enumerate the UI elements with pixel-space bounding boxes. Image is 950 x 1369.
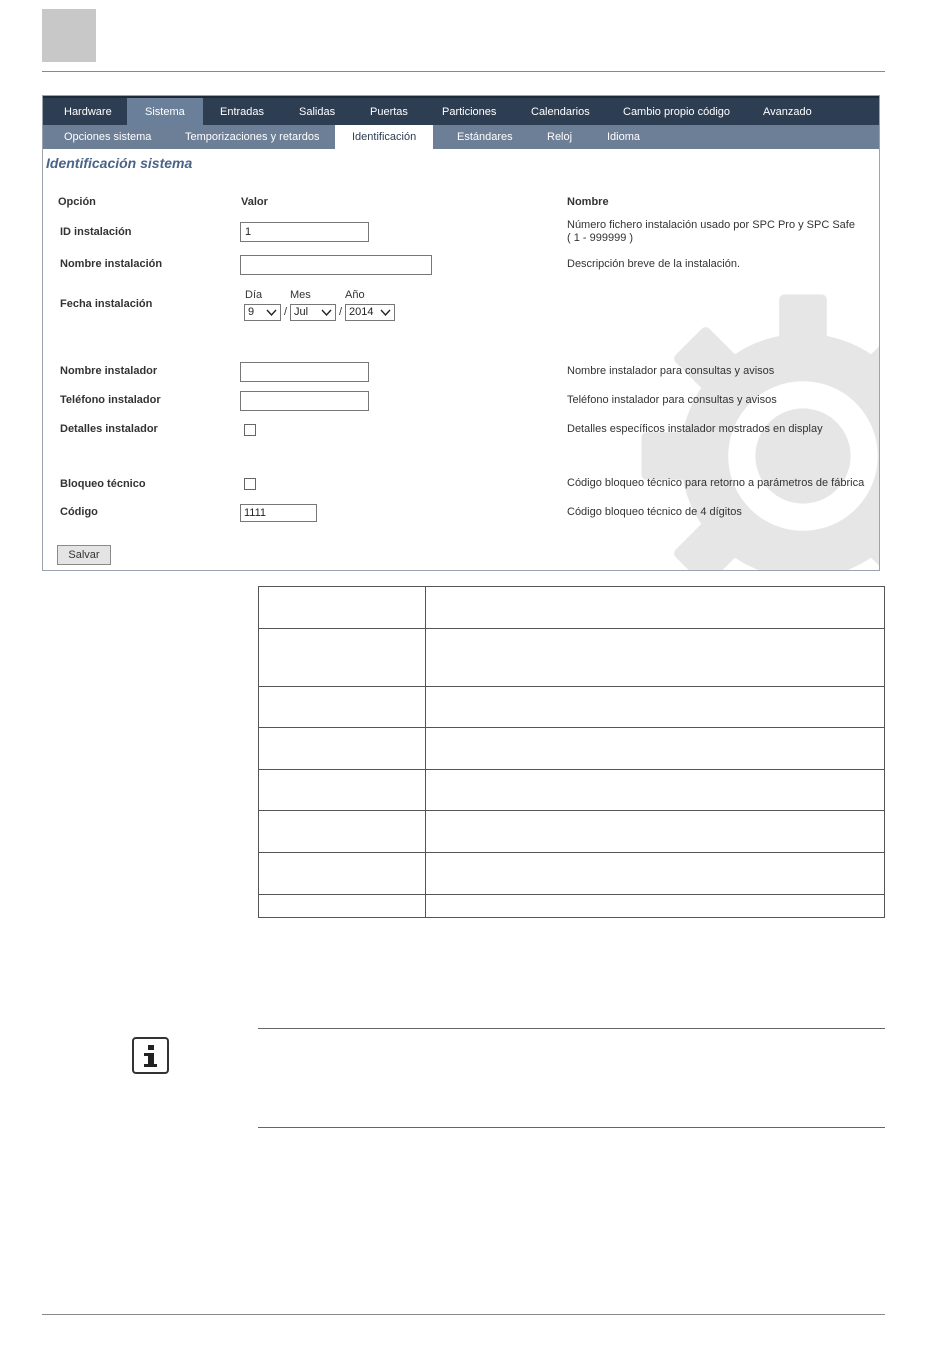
desc-id-instalacion-2: ( 1 - 999999 ) bbox=[567, 232, 634, 244]
month-select[interactable] bbox=[290, 304, 336, 321]
label-ano: Año bbox=[345, 289, 365, 301]
web-config-panel bbox=[42, 95, 880, 571]
desc-detalles-instalador: Detalles específicos instalador mostrados en display bbox=[567, 423, 823, 435]
label-codigo: Código bbox=[60, 506, 98, 518]
year-select-value: 2014 bbox=[349, 306, 374, 318]
table-row-divider bbox=[259, 894, 884, 895]
id-instalacion-input[interactable]: 1 bbox=[240, 222, 369, 242]
footer-rule bbox=[42, 1314, 885, 1315]
nombre-instalador-input[interactable] bbox=[240, 362, 369, 382]
column-header-name: Nombre bbox=[567, 196, 609, 208]
column-header-option: Opción bbox=[58, 196, 96, 208]
main-tab-bar bbox=[43, 96, 879, 125]
tab-reloj[interactable]: Reloj bbox=[547, 131, 573, 143]
label-id-instalacion: ID instalación bbox=[60, 226, 132, 238]
chevron-down-icon bbox=[380, 306, 391, 319]
desc-codigo: Código bloqueo técnico de 4 dígitos bbox=[567, 506, 742, 518]
label-detalles-instalador: Detalles instalador bbox=[60, 423, 158, 435]
year-select[interactable] bbox=[345, 304, 395, 321]
column-header-value: Valor bbox=[241, 196, 268, 208]
info-icon bbox=[132, 1037, 169, 1074]
parameter-table bbox=[258, 586, 885, 918]
tab-idioma[interactable]: Idioma bbox=[607, 131, 641, 143]
tab-estandares[interactable]: Estándares bbox=[457, 131, 513, 143]
table-column-divider bbox=[425, 587, 426, 917]
detalles-instalador-checkbox[interactable] bbox=[244, 424, 256, 436]
telefono-instalador-input[interactable] bbox=[240, 391, 369, 411]
label-mes: Mes bbox=[290, 289, 311, 301]
codigo-input[interactable]: 1111 bbox=[240, 504, 317, 522]
table-row-divider bbox=[259, 769, 884, 770]
table-row-divider bbox=[259, 628, 884, 629]
header-rule bbox=[42, 71, 885, 72]
desc-id-instalacion-1: Número fichero instalación usado por SPC Pro y SPC Safe bbox=[567, 219, 855, 231]
desc-bloqueo-tecnico: Código bloqueo técnico para retorno a parámetros de fábrica bbox=[567, 477, 865, 489]
table-row-divider bbox=[259, 686, 884, 687]
note-bottom-rule bbox=[258, 1127, 885, 1128]
page-corner-marker bbox=[42, 9, 96, 62]
label-telefono-instalador: Teléfono instalador bbox=[60, 394, 161, 406]
nombre-instalacion-input[interactable] bbox=[240, 255, 432, 275]
table-row-divider bbox=[259, 810, 884, 811]
bloqueo-tecnico-checkbox[interactable] bbox=[244, 478, 256, 490]
chevron-down-icon bbox=[321, 306, 332, 319]
label-nombre-instalacion: Nombre instalación bbox=[60, 258, 163, 270]
tab-avanzado[interactable]: Avanzado bbox=[763, 106, 812, 118]
save-button[interactable]: Salvar bbox=[57, 545, 111, 565]
date-separator: / bbox=[339, 306, 343, 318]
date-separator: / bbox=[284, 306, 288, 318]
tab-opciones-sistema[interactable]: Opciones sistema bbox=[64, 131, 152, 143]
tab-sistema[interactable]: Sistema bbox=[127, 98, 203, 125]
desc-nombre-instalacion: Descripción breve de la instalación. bbox=[567, 258, 741, 270]
table-row-divider bbox=[259, 852, 884, 853]
tab-hardware[interactable]: Hardware bbox=[64, 106, 112, 118]
label-bloqueo-tecnico: Bloqueo técnico bbox=[60, 478, 146, 490]
desc-telefono-instalador: Teléfono instalador para consultas y avisos bbox=[567, 394, 777, 406]
month-select-value: Jul bbox=[294, 306, 309, 318]
sub-tab-bar bbox=[43, 125, 879, 149]
table-row-divider bbox=[259, 727, 884, 728]
note-top-rule bbox=[258, 1028, 885, 1029]
tab-particiones[interactable]: Particiones bbox=[442, 106, 497, 118]
day-select[interactable] bbox=[244, 304, 281, 321]
tab-entradas[interactable]: Entradas bbox=[220, 106, 265, 118]
tab-puertas[interactable]: Puertas bbox=[370, 106, 408, 118]
section-title: Identificación sistema bbox=[46, 155, 193, 171]
desc-nombre-instalador: Nombre instalador para consultas y avisos bbox=[567, 365, 775, 377]
tab-identificacion[interactable]: Identificación bbox=[335, 125, 433, 151]
tab-calendarios[interactable]: Calendarios bbox=[531, 106, 590, 118]
label-nombre-instalador: Nombre instalador bbox=[60, 365, 158, 377]
label-fecha-instalacion: Fecha instalación bbox=[60, 298, 153, 310]
day-select-value: 9 bbox=[248, 306, 255, 318]
chevron-down-icon bbox=[266, 306, 277, 319]
tab-salidas[interactable]: Salidas bbox=[299, 106, 336, 118]
label-dia: Día bbox=[245, 289, 263, 301]
tab-cambio-propio-codigo[interactable]: Cambio propio código bbox=[623, 106, 731, 118]
tab-temporizaciones[interactable]: Temporizaciones y retardos bbox=[185, 131, 320, 143]
